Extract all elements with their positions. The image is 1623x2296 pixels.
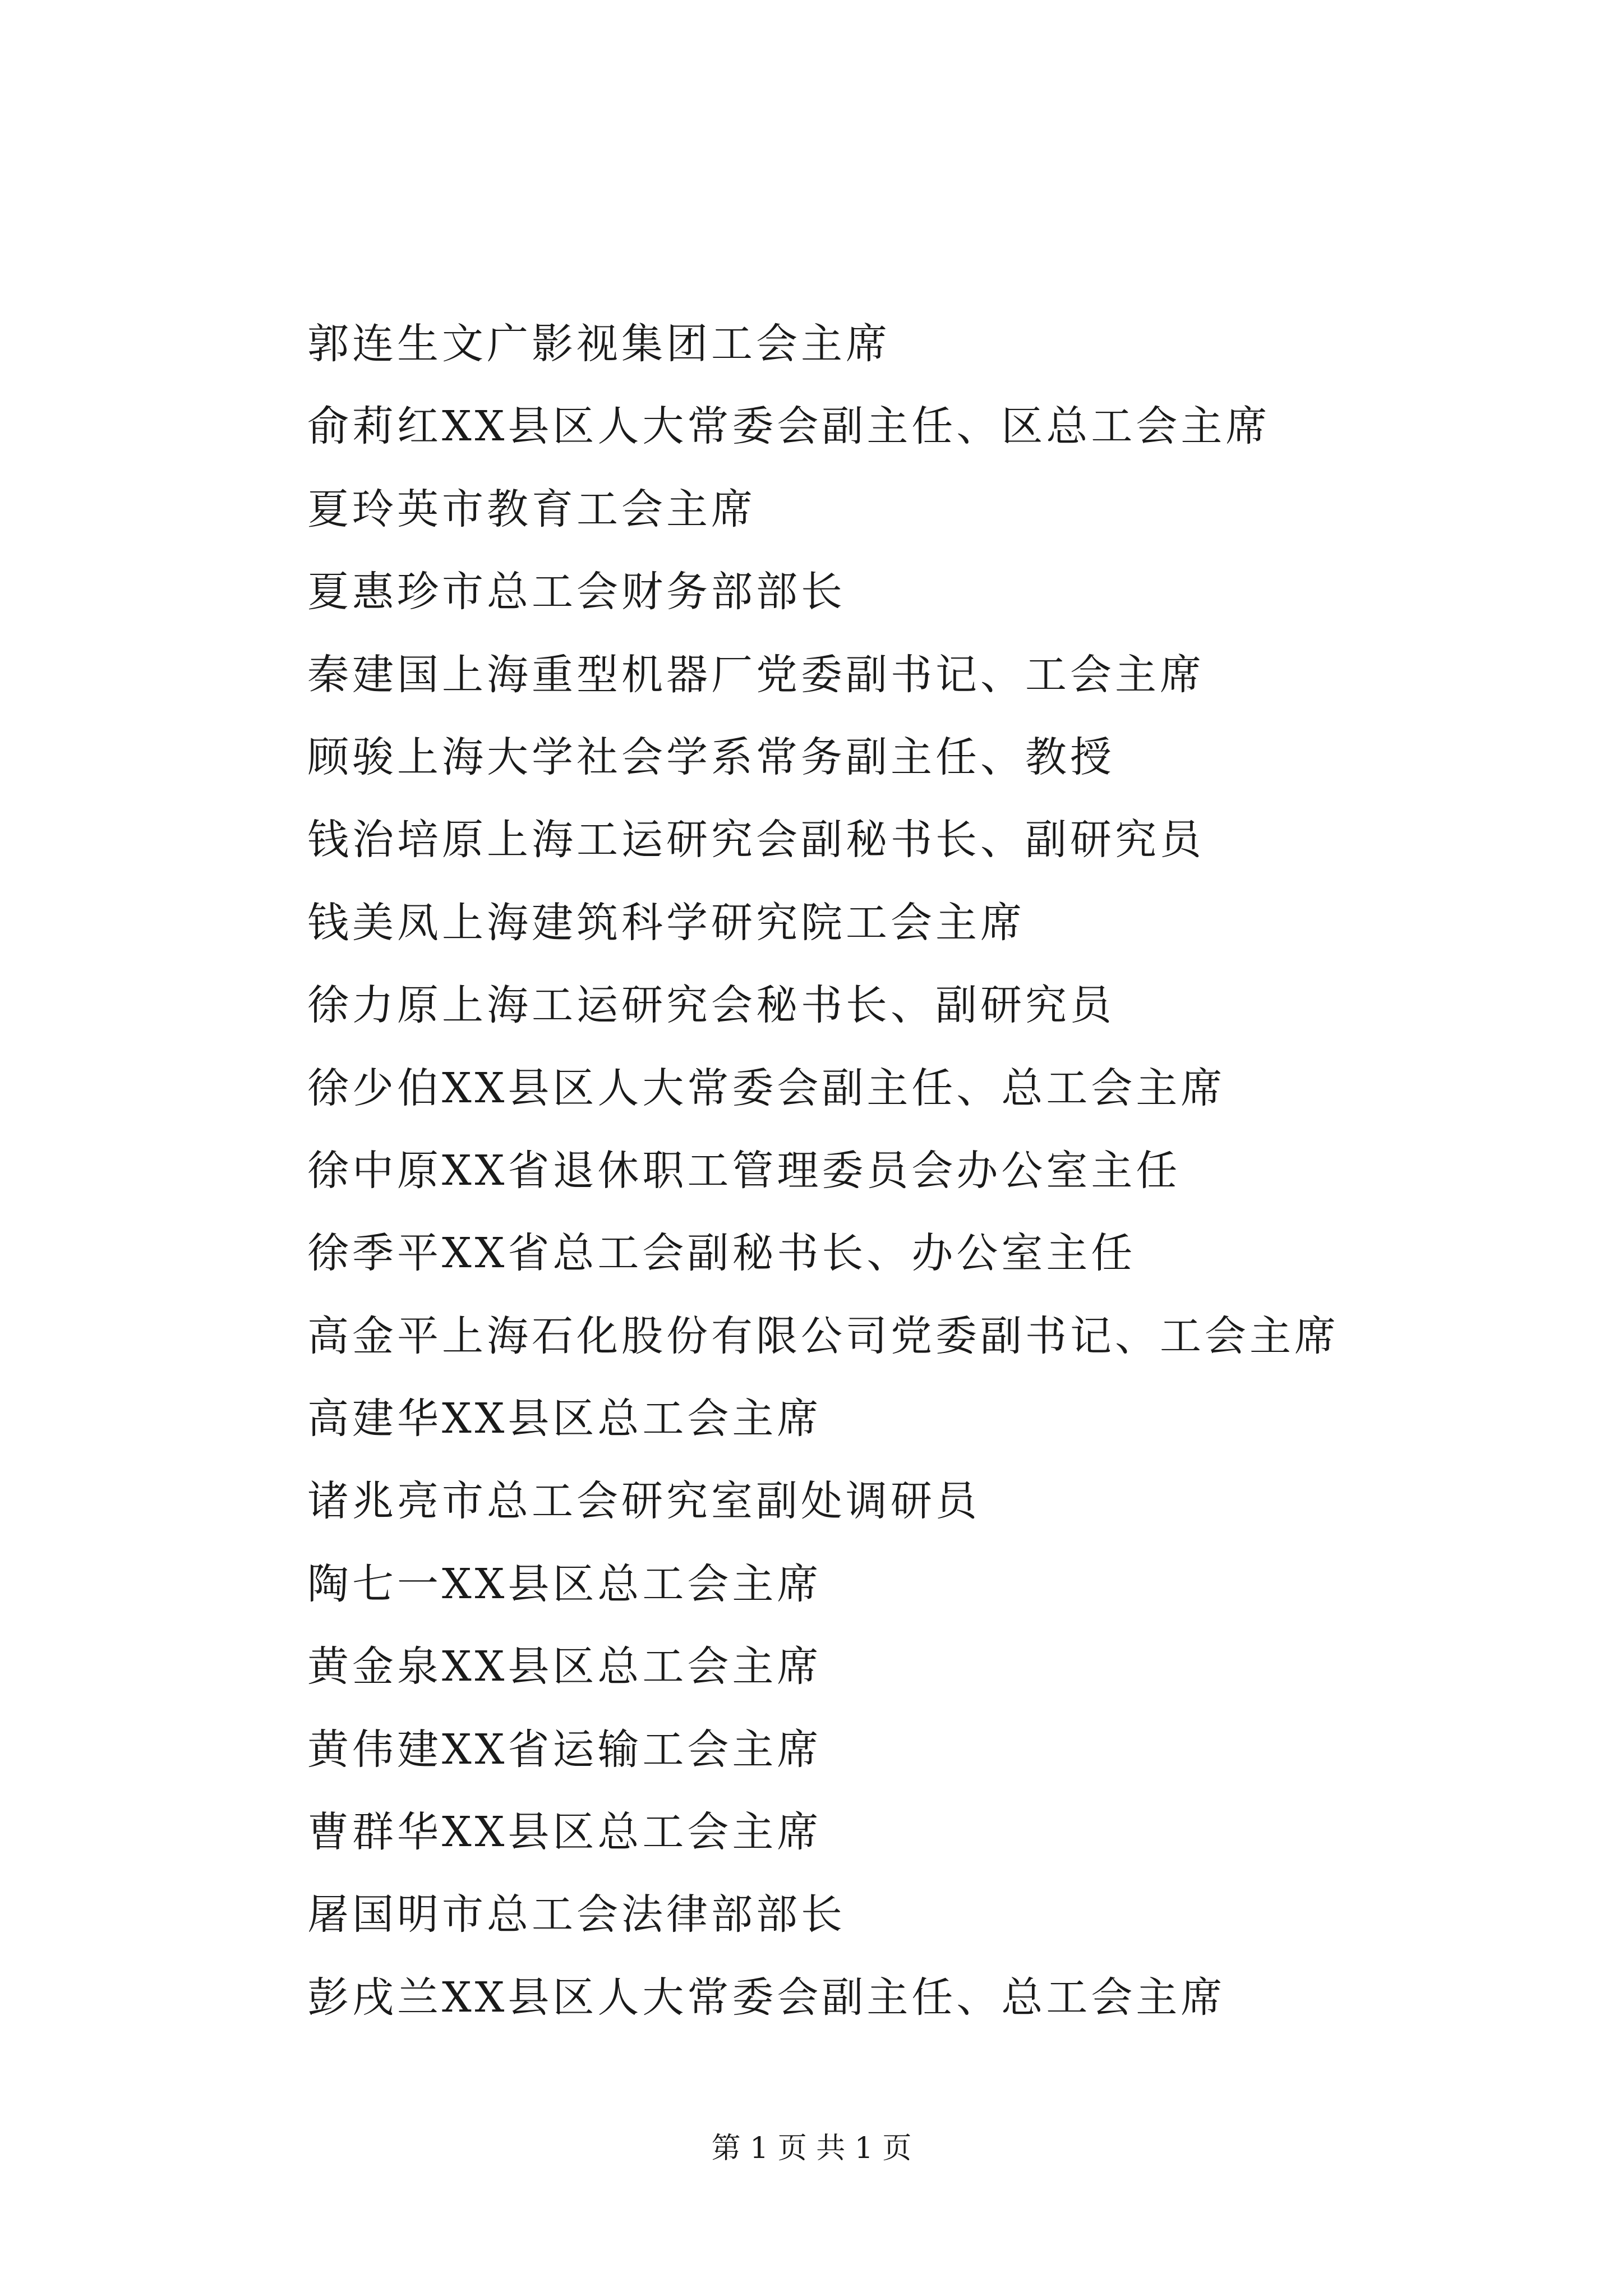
list-item: 徐中原XX省退休职工管理委员会办公室主任 (307, 1146, 1181, 1195)
list-item: 彭戌兰XX县区人大常委会副主任、总工会主席 (307, 1973, 1226, 2022)
list-item: 陶七一XX县区总工会主席 (307, 1559, 822, 1608)
list-item: 黄伟建XX省运输工会主席 (307, 1725, 822, 1774)
list-item: 顾骏上海大学社会学系常务副主任、教授 (307, 733, 1115, 781)
list-item: 俞莉红XX县区人大常委会副主任、区总工会主席 (307, 402, 1271, 451)
list-item: 徐季平XX省总工会副秘书长、办公室主任 (307, 1229, 1136, 1278)
list-item: 夏惠珍市总工会财务部部长 (307, 568, 846, 616)
list-item: 徐力原上海工运研究会秘书长、副研究员 (307, 981, 1115, 1030)
list-item: 秦建国上海重型机器厂党委副书记、工会主席 (307, 650, 1205, 699)
list-item: 诸兆亮市总工会研究室副处调研员 (307, 1477, 980, 1526)
list-item: 夏玲英市教育工会主席 (307, 485, 756, 533)
member-list (307, 303, 1339, 2039)
page-number-footer: 第 1 页 共 1 页 (711, 2132, 912, 2165)
list-item: 曹群华XX县区总工会主席 (307, 1808, 822, 1857)
list-item: 徐少伯XX县区人大常委会副主任、总工会主席 (307, 1064, 1226, 1112)
list-item: 郭连生文广影视集团工会主席 (307, 320, 891, 368)
list-item: 高金平上海石化股份有限公司党委副书记、工会主席 (307, 1312, 1339, 1360)
list-item: 高建华XX县区总工会主席 (307, 1395, 822, 1443)
list-item: 屠国明市总工会法律部部长 (307, 1890, 846, 1939)
list-item: 钱美凤上海建筑科学研究院工会主席 (307, 898, 1025, 947)
list-item: 黄金泉XX县区总工会主席 (307, 1642, 822, 1691)
list-item: 钱治培原上海工运研究会副秘书长、副研究员 (307, 816, 1205, 864)
